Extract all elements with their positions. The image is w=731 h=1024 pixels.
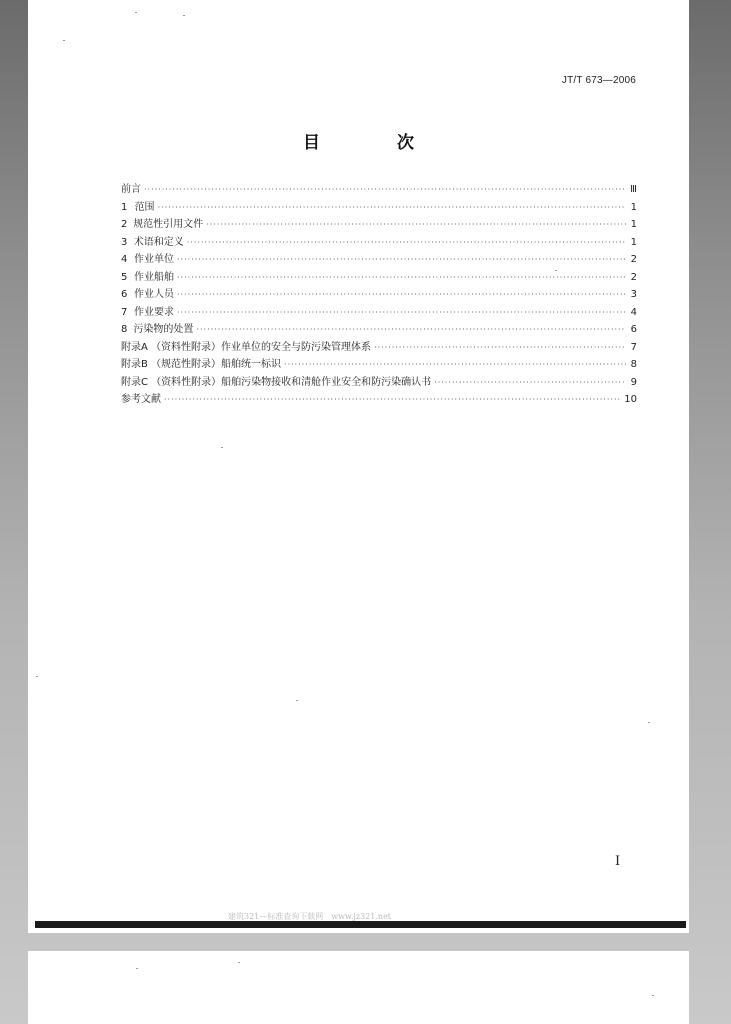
toc-entry-terms-definitions[interactable]	[121, 233, 637, 251]
page-folio: I	[615, 854, 621, 869]
toc-entry-number: 1	[121, 201, 128, 213]
toc-title: 目 次	[303, 133, 444, 153]
document-page[interactable]	[28, 0, 689, 933]
toc-entry-label: 附录B （规范性附录）船舶统一标识	[121, 359, 282, 370]
toc-leader-dots	[177, 255, 626, 264]
toc-entry-operating-unit[interactable]	[121, 250, 637, 268]
scan-speck	[555, 270, 557, 271]
toc-entry-number: 7	[121, 306, 128, 318]
toc-entry-number: 2	[121, 219, 128, 230]
toc-entry-bibliography[interactable]	[121, 390, 637, 408]
toc-entry-label: 作业要求	[134, 306, 174, 318]
toc-entry-label: 附录A （资料性附录）作业单位的安全与防污染管理体系	[121, 341, 372, 353]
toc-entry-annex-b[interactable]	[121, 355, 637, 373]
scan-speck	[63, 40, 65, 41]
toc-leader-dots	[374, 343, 626, 352]
toc-entry-label: 作业船舶	[134, 271, 174, 283]
scan-speck	[136, 968, 138, 969]
scan-speck	[296, 700, 298, 701]
toc-entry-label: 参考文献	[121, 394, 161, 405]
toc-entry-annex-a[interactable]	[121, 338, 637, 356]
toc-entry-page: 10	[624, 394, 637, 405]
toc-entry-page: Ⅲ	[630, 184, 637, 195]
toc-entry-number: 4	[121, 254, 128, 265]
toc-entry-operating-requirements[interactable]	[121, 303, 637, 321]
toc-entry-label: 范围	[134, 201, 155, 213]
toc-entry-number: 3	[121, 236, 128, 248]
toc-entry-page: 2	[630, 271, 637, 283]
toc-leader-dots	[177, 290, 626, 299]
toc-leader-dots	[164, 395, 621, 404]
scan-speck	[36, 676, 38, 677]
toc-leader-dots	[206, 220, 626, 229]
scan-speck	[652, 995, 654, 996]
toc-entry-pollutant-disposal[interactable]	[121, 320, 637, 338]
toc-entry-normative-references[interactable]	[121, 215, 637, 233]
toc-leader-dots	[158, 203, 626, 212]
toc-entry-page: 1	[630, 219, 637, 230]
toc-leader-dots	[196, 325, 626, 334]
watermark-text: 建筑321—标准查询下载网 www.jz321.net	[228, 912, 392, 921]
toc-entry-page: 1	[630, 201, 637, 213]
toc-entry-page: 3	[630, 289, 637, 300]
toc-entry-label: 附录C （资料性附录）船舶污染物接收和清舱作业安全和防污染确认书	[121, 376, 432, 388]
toc-leader-dots	[177, 273, 626, 282]
next-document-page[interactable]	[28, 951, 689, 1024]
toc-entry-page: 4	[630, 306, 637, 318]
scan-speck	[135, 12, 137, 13]
standard-code: JT/T 673—2006	[561, 75, 636, 86]
toc-entry-label: 污染物的处置	[133, 324, 194, 335]
page-edge-shadow	[35, 921, 686, 928]
toc-entry-annex-c[interactable]	[121, 373, 637, 391]
toc-entry-number: 5	[121, 271, 128, 283]
scan-speck	[648, 722, 650, 723]
toc-entry-number: 6	[121, 289, 128, 300]
toc-entry-page: 6	[630, 324, 637, 335]
toc-leader-dots	[144, 185, 626, 194]
toc-entry-scope[interactable]	[121, 198, 637, 216]
toc-entry-label: 作业人员	[134, 289, 174, 300]
toc-leader-dots	[187, 238, 626, 247]
toc-entry-page: 1	[630, 236, 637, 248]
toc-entry-operating-ship[interactable]	[121, 268, 637, 286]
toc-entry-page: 2	[630, 254, 637, 265]
toc-entry-label: 作业单位	[134, 254, 174, 265]
toc-entry-label: 术语和定义	[133, 236, 184, 248]
toc-entry-operating-personnel[interactable]	[121, 285, 637, 303]
toc-leader-dots	[177, 308, 626, 317]
toc-leader-dots	[434, 378, 626, 387]
toc-entry-page: 7	[630, 341, 637, 353]
scan-speck	[238, 962, 240, 963]
scan-speck	[221, 447, 223, 448]
toc-entry-label: 规范性引用文件	[133, 219, 204, 230]
toc-entry-foreword[interactable]	[121, 180, 637, 198]
table-of-contents	[121, 180, 637, 408]
toc-entry-label: 前言	[121, 184, 141, 195]
toc-entry-number: 8	[121, 324, 128, 335]
toc-leader-dots	[284, 360, 626, 369]
toc-entry-page: 8	[630, 359, 637, 370]
scan-speck	[183, 15, 185, 16]
toc-entry-page: 9	[630, 376, 637, 388]
